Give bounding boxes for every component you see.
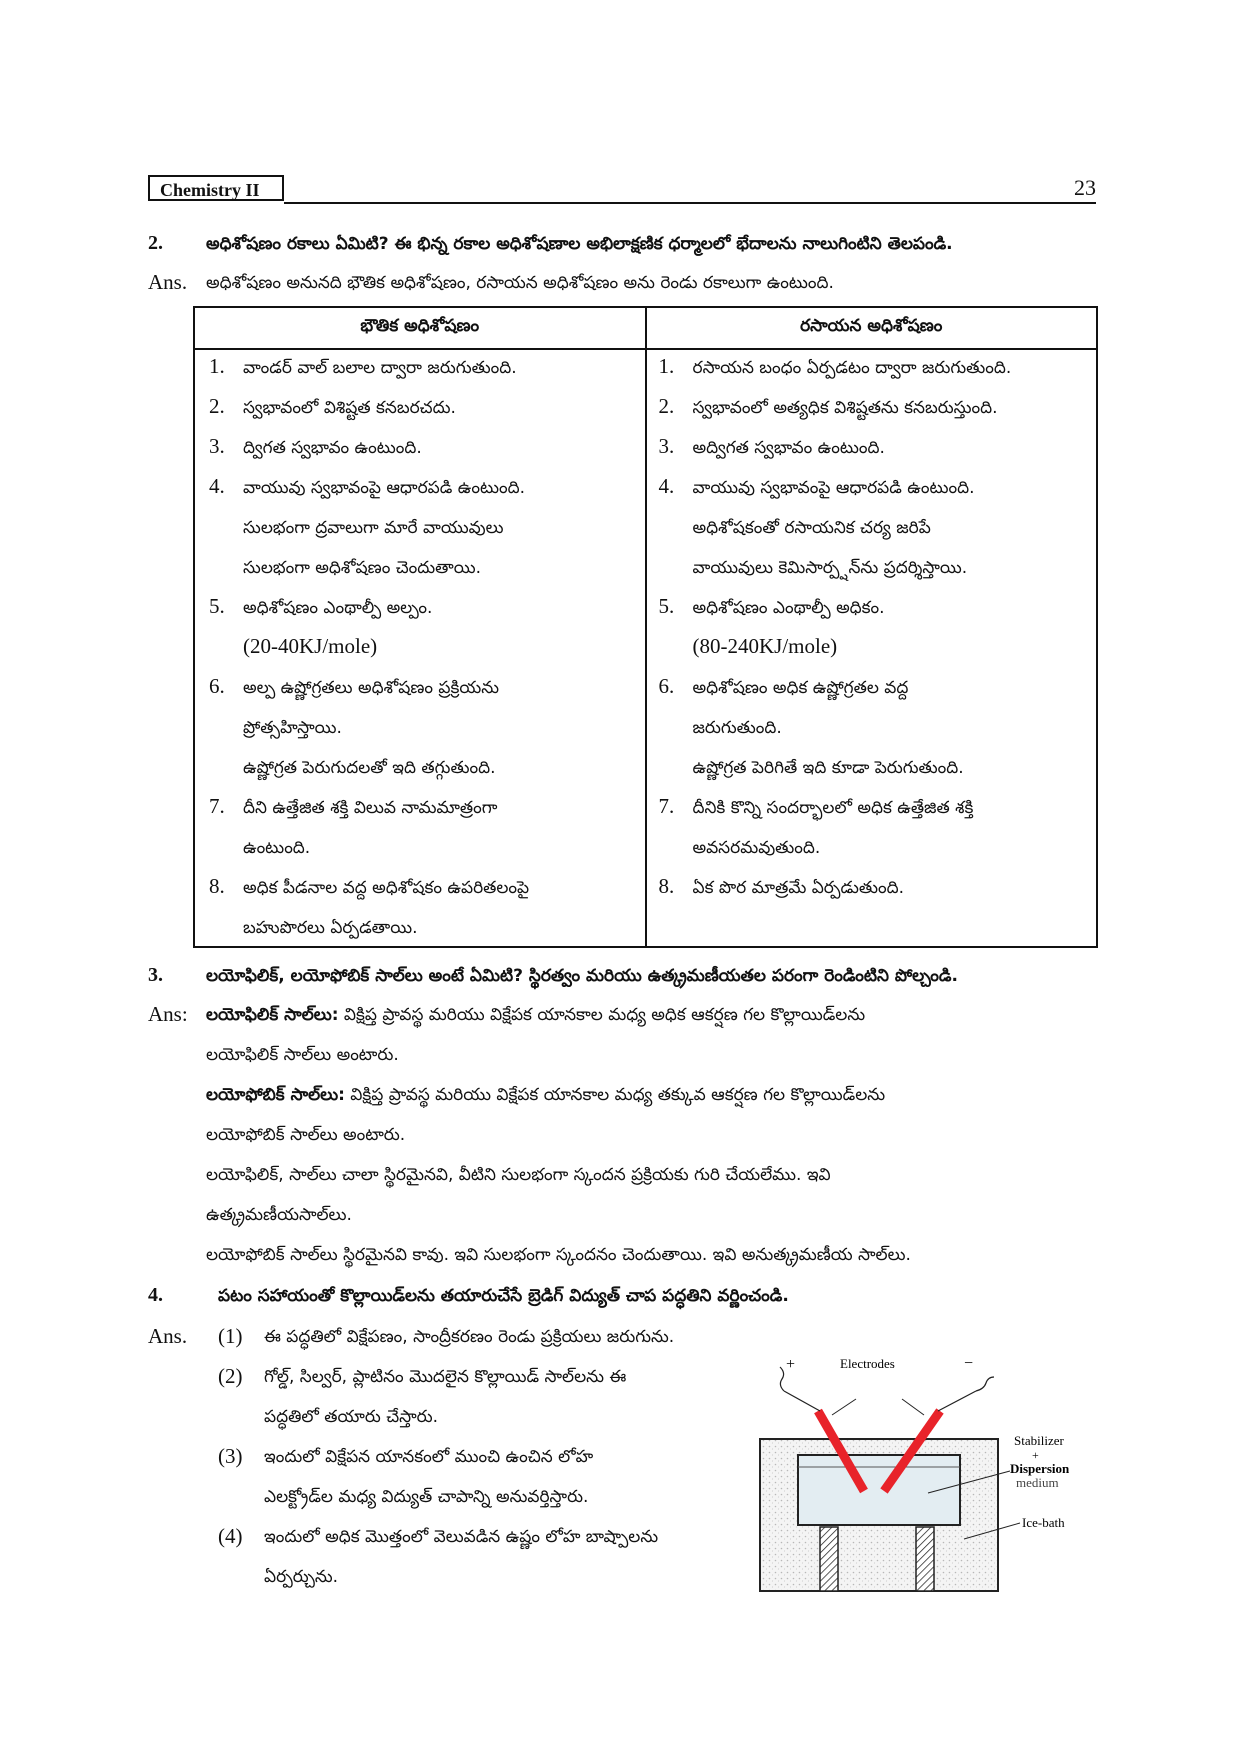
q3-ans-label: Ans: [148, 1002, 188, 1026]
enthalpy-range: (20-40KJ/mole) [243, 634, 378, 658]
list-item: అల్ప ఉష్ణోగ్రతలు అధిశోషణం ప్రక్రియను [243, 678, 500, 698]
point-number: (4) [218, 1524, 243, 1548]
list-number: 5. [658, 594, 675, 618]
q3-paragraph-3: లయోఫిలిక్, సాల్‌లు చాలా స్థిరమైనవి, వీటిని సులభంగా స్కందన ప్రక్రియకు గురి చేయలేము. ఇవి [206, 1165, 831, 1185]
list-item: రసాయన బంధం ఏర్పడటం ద్వారా జరుగుతుంది. [692, 358, 1012, 378]
chemical-column [646, 349, 1098, 947]
q3-paragraph-1-cont: లయోఫిలిక్ సాల్‌లు అంటారు. [206, 1045, 399, 1065]
list-number: 3. [209, 434, 225, 458]
list-number: 5. [209, 594, 225, 618]
point-number: (2) [218, 1364, 243, 1388]
list-item: వాయువు స్వభావంపై ఆధారపడి ఉంటుంది. [692, 478, 975, 498]
beaker-support [916, 1527, 934, 1591]
q4-ans-label: Ans. [148, 1324, 188, 1348]
list-number: 8. [209, 874, 225, 898]
list-item: వాండర్ వాల్ బలాల ద్వారా జరుగుతుంది. [243, 358, 517, 378]
list-number: 6. [209, 674, 225, 698]
q3-question: లయోఫిలిక్, లయోఫోబిక్ సాల్‌లు అంటే ఏమిటి? స్థిరత్వం మరియు ఉత్క్రమణీయతల పరంగా రెండింటిని పోల్చండి. [206, 966, 958, 986]
lyophilic-term: లయోఫిలిక్ సాల్‌లు: [206, 1005, 339, 1025]
list-item: అధిశోషణం ఎంథాల్పీ అధికం. [692, 598, 885, 618]
q4-number: 4. [148, 1284, 163, 1306]
list-item: స్వభావంలో విశిష్టత కనబరచదు. [243, 398, 456, 418]
list-number: 2. [658, 394, 675, 418]
list-item: వాయువు స్వభావంపై ఆధారపడి ఉంటుంది. [243, 478, 525, 498]
point-text: ఇందులో అధిక మొత్తంలో వెలువడిన ఉష్ణం లోహ బాష్పాలను [264, 1527, 659, 1547]
list-number: 2. [209, 394, 225, 418]
medium-label: medium [1016, 1475, 1059, 1490]
list-number: 7. [658, 794, 675, 818]
point-text: గోల్డ్, సిల్వర్, ప్లాటినం మొదలైన కొల్లాయిడ్ సాల్‌లను ఈ [264, 1367, 627, 1387]
q3-paragraph-2 [206, 1085, 885, 1109]
point-text: ఎలక్ట్రోడ్‌ల మధ్య విద్యుత్ చాపాన్ని అనువర్తిస్తారు. [264, 1487, 589, 1507]
list-item: స్వభావంలో అత్యధిక విశిష్టతను కనబరుస్తుంది. [692, 398, 998, 418]
list-item: జరుగుతుంది. [692, 718, 782, 738]
list-number: 1. [209, 354, 225, 378]
q3-paragraph-2-cont: లయోఫోబిక్ సాల్‌లు అంటారు. [206, 1125, 406, 1145]
list-item: అద్విగత స్వభావం ఉంటుంది. [692, 438, 885, 458]
negative-terminal: − [964, 1355, 974, 1372]
list-item: ఉంటుంది. [243, 838, 311, 858]
lyophobic-term: లయోఫోబిక్ సాల్‌లు: [206, 1085, 345, 1105]
q2-intro: అధిశోషణం అనునది భౌతిక అధిశోషణం, రసాయన అధిశోషణం అను రెండు రకాలుగా ఉంటుంది. [206, 273, 834, 293]
list-item: ఏక పొర మాత్రమే ఏర్పడుతుంది. [692, 878, 905, 898]
list-item: ఉష్ణోగ్రత పెరుగుదలతో ఇది తగ్గుతుంది. [243, 758, 496, 778]
q3-paragraph-4: లయోఫోబిక్ సాల్‌లు స్థిరమైనవి కావు. ఇవి సులభంగా స్కందనం చెందుతాయి. ఇవి అనుత్క్రమణీయ సాల్‌లు. [206, 1245, 911, 1265]
q4-question: పటం సహాయంతో కొల్లాయిడ్‌లను తయారుచేసే బ్రెడిగ్ విద్యుత్ చాప పద్ధతిని వర్ణించండి. [218, 1286, 789, 1306]
subject-label: Chemistry II [148, 175, 284, 201]
point-number: (1) [218, 1324, 243, 1348]
list-item: ఉష్ణోగ్రత పెరిగితే ఇది కూడా పెరుగుతుంది. [692, 758, 964, 778]
page-number: 23 [1074, 175, 1096, 200]
bredig-arc-diagram [756, 1355, 1096, 1595]
q2-number: 2. [148, 232, 163, 254]
list-item: ప్రోత్సహిస్తాయి. [243, 718, 342, 738]
lyophilic-definition: విక్షిప్త ప్రావస్థ మరియు విక్షేపక యానకాల మధ్య అధిక ఆకర్షణ గల కొల్లాయిడ్‌లను [343, 1005, 866, 1025]
electrodes-label: Electrodes [840, 1356, 895, 1371]
list-item: అధిశోషకంతో రసాయనిక చర్య జరిపే [692, 518, 931, 538]
list-number: 3. [658, 434, 675, 458]
point-text: ఈ పద్ధతిలో విక్షేపణం, సాంద్రీకరణం రెండు ప్రక్రియలు జరుగును. [264, 1327, 675, 1347]
list-item: దీనికి కొన్ని సందర్భాలలో అధిక ఉత్తేజిత శక్తి [692, 798, 974, 818]
wire-right [938, 1391, 976, 1411]
list-item: అధిశోషణం అధిక ఉష్ణోగ్రతల వద్ద [692, 678, 909, 698]
list-item: అధిశోషణం ఎంథాల్పీ అల్పం. [243, 598, 433, 618]
q3-paragraph-3-cont: ఉత్క్రమణీయసాల్‌లు. [206, 1205, 352, 1225]
wire-left [784, 1391, 820, 1411]
electrodes-pointer [832, 1399, 856, 1415]
list-number: 6. [658, 674, 675, 698]
wire-left-coil [780, 1367, 784, 1391]
enthalpy-range: (80-240KJ/mole) [692, 634, 838, 658]
wire-right-coil [976, 1377, 994, 1391]
stabilizer-plus: + [1032, 1448, 1039, 1462]
list-item: అవసరమవుతుంది. [692, 838, 821, 858]
q2-ans-label: Ans. [148, 270, 188, 294]
list-number: 7. [209, 794, 225, 818]
page-header [148, 175, 1096, 205]
list-number: 8. [658, 874, 675, 898]
header-rule [284, 202, 1096, 204]
adsorption-comparison-table [193, 306, 1098, 948]
list-item: సులభంగా అధిశోషణం చెందుతాయి. [243, 558, 481, 578]
point-text: ఏర్పర్చును. [264, 1567, 339, 1587]
physical-column [194, 349, 646, 947]
q2-question: అధిశోషణం రకాలు ఏమిటి? ఈ భిన్న రకాల అధిశోషణాల అభిలాక్షణిక ధర్మాలలో భేదాలను నాలుగింటిని తెలపండి. [206, 234, 953, 254]
table-header-physical: భౌతిక అధిశోషణం [194, 307, 646, 349]
list-number: 4. [209, 474, 225, 498]
list-item: బహుపొరలు ఏర్పడతాయి. [243, 918, 418, 938]
point-text: పద్ధతిలో తయారు చేస్తారు. [264, 1407, 439, 1427]
stabilizer-label: Stabilizer [1014, 1433, 1064, 1448]
list-number: 1. [658, 354, 675, 378]
q3-paragraph-1 [206, 1005, 865, 1029]
point-number: (3) [218, 1444, 243, 1468]
ice-bath-label: Ice-bath [1022, 1515, 1065, 1530]
list-item: సులభంగా ద్రవాలుగా మారే వాయువులు [243, 518, 504, 538]
beaker-support [820, 1527, 838, 1591]
list-item: ద్విగత స్వభావం ఉంటుంది. [243, 438, 422, 458]
list-item: అధిక పీడనాల వద్ద అధిశోషకం ఉపరితలంపై [243, 878, 530, 898]
inner-beaker [798, 1455, 960, 1525]
electrodes-pointer [902, 1399, 924, 1415]
dispersion-label: Dispersion [1010, 1461, 1070, 1476]
positive-terminal: + [786, 1356, 796, 1373]
point-text: ఇందులో విక్షేపన యానకంలో ముంచి ఉంచిన లోహ [264, 1447, 594, 1467]
list-item: వాయువులు కెమిసార్ప్షన్‌ను ప్రదర్శిస్తాయి. [692, 558, 968, 578]
table-header-chemical: రసాయన అధిశోషణం [646, 307, 1098, 349]
list-item: దీని ఉత్తేజిత శక్తి విలువ నామమాత్రంగా [243, 798, 498, 818]
list-number: 4. [658, 474, 675, 498]
lyophobic-definition: విక్షిప్త ప్రావస్థ మరియు విక్షేపక యానకాల మధ్య తక్కువ ఆకర్షణ గల కొల్లాయిడ్‌లను [350, 1085, 886, 1105]
q3-number: 3. [148, 964, 163, 986]
